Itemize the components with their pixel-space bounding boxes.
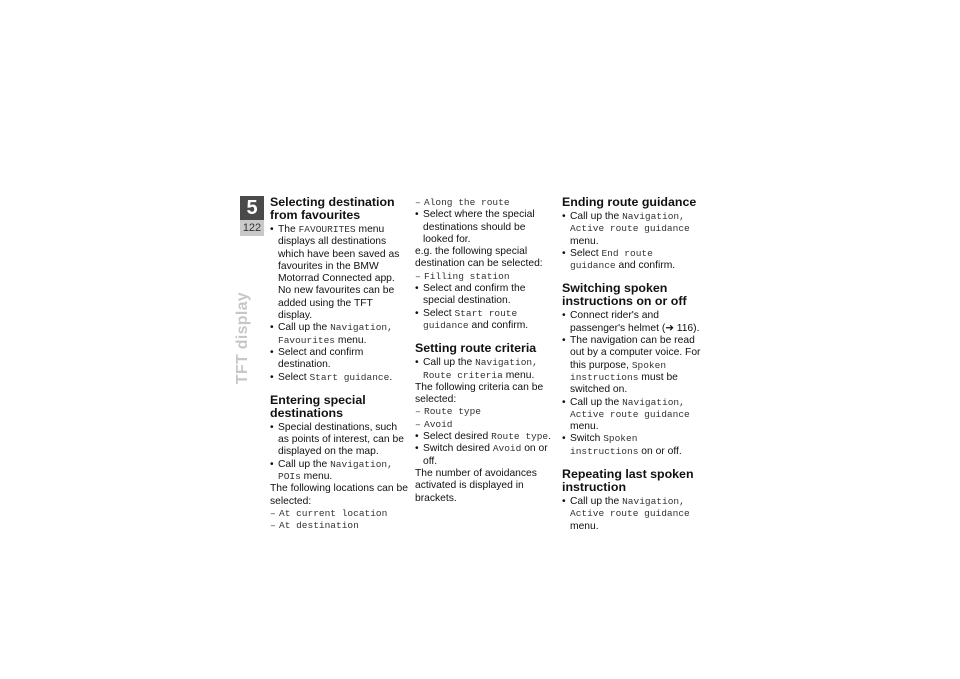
page-number: 122: [240, 220, 264, 236]
list-item: • Select Start guidance.: [270, 372, 408, 384]
list-item: – At current location: [270, 508, 408, 520]
paragraph: The following criteria can be selected:: [415, 381, 544, 406]
heading-switching-spoken-instructions: Switching spoken instructions on or off: [562, 281, 687, 309]
spoken-instructions-steps: [562, 310, 704, 458]
list-item: • Select and confirm destination.: [270, 347, 408, 372]
list-item: • Select and confirm the special destination.: [415, 283, 553, 308]
heading-entering-special-destinations: Entering special destinations: [270, 392, 366, 420]
repeat-instruction-steps: [562, 496, 704, 533]
column-1: [270, 196, 408, 533]
list-item: • Call up the Navigation, Active route guidance menu.: [562, 397, 704, 434]
list-item: • Call up the Navigation, Active route guidance menu.: [562, 211, 704, 248]
chapter-title: TFT display: [234, 292, 251, 385]
list-item: • Select End route guidance and confirm.: [562, 248, 704, 273]
column-2: [415, 197, 553, 505]
list-item: • Select where the special destinations should be looked for.: [415, 209, 553, 246]
heading-ending-route-guidance: Ending route guidance: [562, 195, 697, 209]
list-item: – At destination: [270, 520, 408, 532]
chapter-number: 5: [240, 196, 264, 220]
list-item: • Connect rider's and passenger's helmet (➜ 116).: [562, 310, 704, 335]
list-item: • Special destinations, such as points of interest, can be displayed on the map.: [270, 422, 408, 459]
criteria-list: [415, 406, 553, 467]
list-item: • Switch Spoken instructions on or off.: [562, 433, 704, 458]
special-destination-steps: [415, 271, 553, 332]
special-destinations-list: [270, 422, 408, 483]
list-item: • Switch desired Avoid on or off.: [415, 443, 553, 468]
paragraph: e.g. the following special destination can be selected:: [415, 246, 543, 270]
paragraph: The number of avoidances activated is displayed in brackets.: [415, 467, 537, 504]
list-item: • Call up the Navigation, POIs menu.: [270, 459, 408, 484]
list-item: • Select Start route guidance and confirm.: [415, 308, 553, 333]
paragraph: The following locations can be selected:: [270, 483, 408, 507]
chapter-sidebar: [240, 196, 264, 236]
list-item: • Call up the Navigation, Active route guidance menu.: [562, 496, 704, 533]
list-item: • The navigation can be read out by a computer voice. For this purpose, Spoken instructions must be switched on.: [562, 335, 704, 396]
list-item: • Call up the Navigation, Route criteria menu.: [415, 357, 553, 382]
heading-repeating-last-spoken-instruction: Repeating last spoken instruction: [562, 467, 694, 495]
list-item: – Route type: [415, 406, 553, 418]
list-item: • Select desired Route type.: [415, 431, 553, 443]
location-continued-list: [415, 197, 553, 246]
list-item: • Call up the Navigation, Favourites menu.: [270, 322, 408, 347]
heading-setting-route-criteria: Setting route criteria: [415, 341, 537, 356]
list-item: – Along the route: [415, 197, 553, 209]
favourites-list: [270, 224, 408, 384]
list-item: • The FAVOURITES menu displays all destinations which have been saved as favourites in the BMW Motorrad Connected app. No new favourites can be added using the TFT display.: [270, 224, 408, 322]
list-item: – Avoid: [415, 419, 553, 431]
locations-list: [270, 508, 408, 533]
heading-selecting-destination-from-favourites: Selecting destination from favourites: [270, 195, 395, 222]
route-criteria-steps: [415, 357, 553, 382]
list-item: – Filling station: [415, 271, 553, 283]
column-3: [562, 196, 704, 533]
ending-guidance-steps: [562, 211, 704, 272]
